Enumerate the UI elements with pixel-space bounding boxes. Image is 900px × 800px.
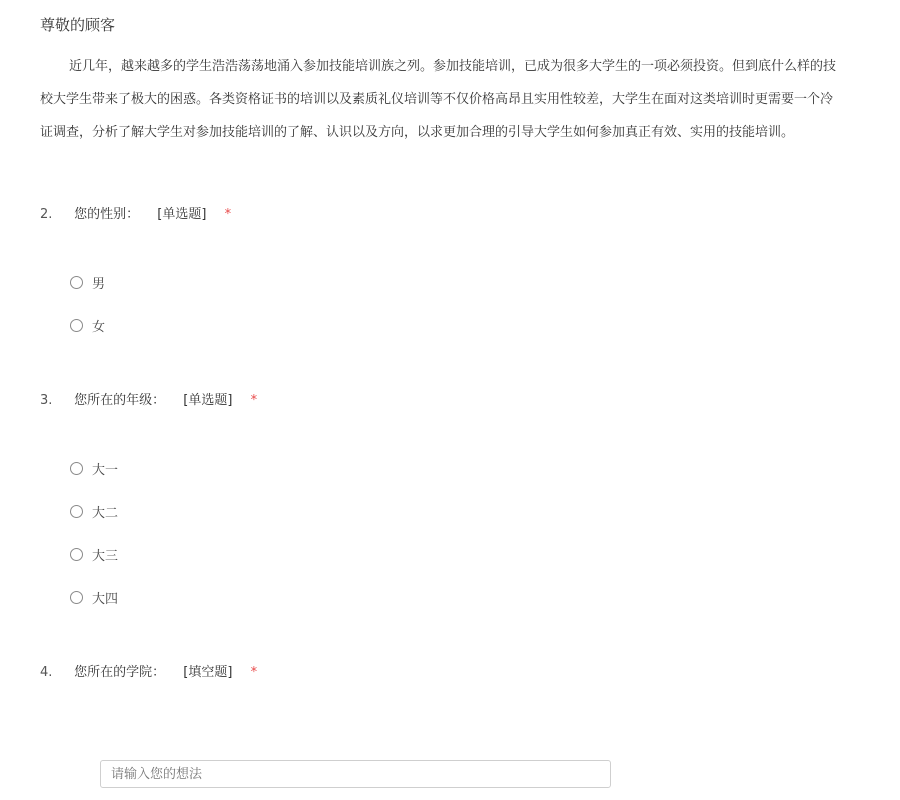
option-sophomore[interactable] bbox=[70, 502, 118, 521]
question-type: [填空题] bbox=[183, 665, 233, 680]
question-gender bbox=[40, 203, 231, 222]
radio-button[interactable] bbox=[70, 591, 83, 604]
radio-button[interactable] bbox=[70, 319, 83, 332]
question-number: 2. bbox=[40, 207, 53, 222]
radio-button[interactable] bbox=[70, 276, 83, 289]
option-junior[interactable] bbox=[70, 545, 118, 564]
radio-button[interactable] bbox=[70, 548, 83, 561]
option-male[interactable] bbox=[70, 273, 105, 292]
question-number: 3. bbox=[40, 393, 53, 408]
option-freshman[interactable] bbox=[70, 459, 118, 478]
required-mark: * bbox=[224, 207, 232, 222]
option-label: 大三 bbox=[92, 549, 119, 564]
question-type: [单选题] bbox=[183, 393, 233, 408]
radio-button[interactable] bbox=[70, 505, 83, 518]
question-title: 您的性别： bbox=[74, 207, 140, 222]
intro-line: 近几年，越来越多的学生浩浩荡荡地涌入参加技能培训族之列。参加技能培训，已成为很多大学生的一项必须投资。但到底什么样的技 bbox=[69, 59, 837, 74]
question-title: 您所在的学院： bbox=[74, 665, 166, 680]
intro-line: 校大学生带来了极大的困惑。各类资格证书的培训以及素质礼仪培训等不仅价格高昂且实用性较差，大学生在面对这类培训时更需要一个冷 bbox=[40, 92, 834, 107]
option-label: 大二 bbox=[92, 506, 119, 521]
option-label: 女 bbox=[92, 320, 106, 335]
required-mark: * bbox=[250, 393, 258, 408]
option-label: 大四 bbox=[92, 592, 119, 607]
survey-greeting: 尊敬的顾客 bbox=[40, 16, 116, 34]
radio-button[interactable] bbox=[70, 462, 83, 475]
question-title: 您所在的年级： bbox=[74, 393, 166, 408]
survey-intro bbox=[40, 50, 900, 149]
option-label: 大一 bbox=[92, 463, 119, 478]
intro-line: 证调查，分析了解大学生对参加技能培训的了解、认识以及方向，以求更加合理的引导大学生如何参加真正有效、实用的技能培训。 bbox=[40, 125, 795, 140]
required-mark: * bbox=[250, 665, 258, 680]
option-female[interactable] bbox=[70, 316, 105, 335]
question-college bbox=[40, 661, 257, 680]
question-number: 4. bbox=[40, 665, 53, 680]
option-senior[interactable] bbox=[70, 588, 118, 607]
college-answer-input[interactable] bbox=[100, 760, 611, 788]
question-grade bbox=[40, 389, 257, 408]
question-type: [单选题] bbox=[157, 207, 207, 222]
option-label: 男 bbox=[92, 277, 106, 292]
